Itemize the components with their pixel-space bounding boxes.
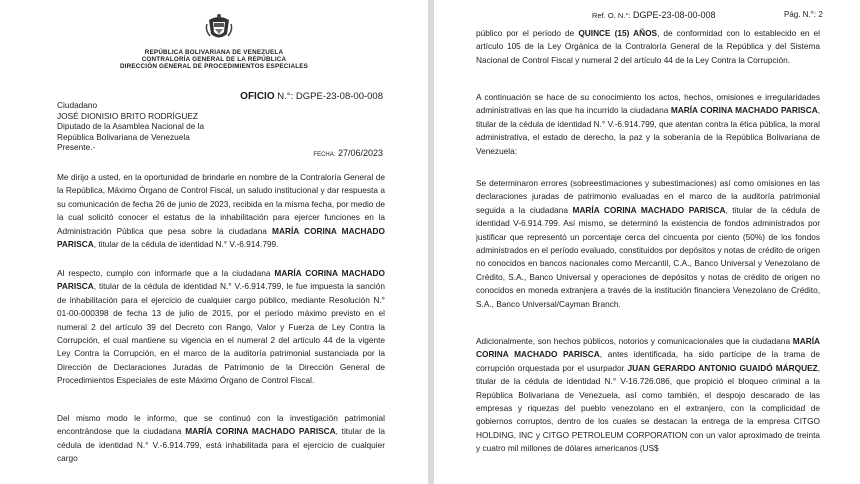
paragraph-6: Se determinaron errores (sobreestimaciones y subestimaciones) así como omisiones en las declaraciones juradas de patrimonio evaluadas en el marco de la auditoría patrimonial seguida a la ciudadana MARÍA CORINA MACHADO PARISCA, titular de la cédula de identidad V-6.914.799. Así mismo, se determinó la existencia de fondos administrados por justificar que representó un porcentaje cerca del cincuenta por ciento (50%) de los fondos administrados en el período evaluado, constituidos por depósitos y notas de crédito de origen no conocidos en bancos nacionales como Mercantil, C.A., Banco Universal y Venezolano de Crédito, S.A., Banco Universal y operaciones de depósitos y notas de crédito de origen no conocidos en moneda extranjera a través de la institución financiera Venezolano de Crédito, S.A., Banco Universal/Cayman Branch.	[476, 178, 821, 309]
paragraph-7: Adicionalmente, son hechos públicos, notorios y comunicacionales que la ciudadana MARÍA CORINA MACHADO PARISCA, antes identificada, ha sido partícipe de la trama de corrupción orquestada por el usurpador JUAN GERARDO ANTONIO GUAIDÓ MÁRQUEZ, titular de la cédula de identidad N.° V-16.726.086, que propició el bloqueo criminal a la República Bolivariana de Venezuela, así como también, el despojo descarado de las empresas y riquezas del pueblo venezolano en el extranjero, con la complicidad de gobiernos corruptos, dentro de los cuales se destacan la entrega de la empresa CITGO HOLDING, INC y CITGO PETROLEUM CORPORATION con un valor aproximado de treinta y cuatro mil millones de dólares americanos (US$	[476, 336, 821, 454]
paragraph-3: Del mismo modo le informo, que se continuó con la investigación patrimonial encontrándose que la ciudadana MARÍA CORINA MACHADO PARISCA, titular de la cédula de identidad N.° V.-6.914.799, está inhabilitada para el ejercicio de cualquier cargo	[57, 413, 385, 464]
oficio-number: OFICIO N.°: DGPE-23-08-00-008	[240, 91, 383, 102]
paragraph-5: A continuación se hace de su conocimiento los actos, hechos, omisiones e irregularidades administrativas en las que ha incurrido la ciudadana MARÍA CORINA MACHADO PARISCA, titular de la cédula de identidad N.° V.-6.914.799, que atentan contra la ética pública, la moral administrativa, el estado de derecho, la paz y la soberanía de la República Bolivariana de Venezuela:	[476, 92, 821, 156]
presente: Presente.-	[57, 142, 96, 153]
recipient-title-2: República Bolivariana de Venezuela	[57, 131, 190, 142]
reference-number: Ref. O. N.°: DGPE-23-08-00-008	[592, 10, 716, 20]
page-number: Pág. N.°: 2	[784, 10, 823, 19]
paragraph-1: Me dirijo a usted, en la oportunidad de brindarle en nombre de la Contraloría General de la República, Máximo Órgano de Control Fiscal, un saludo institucional y dar respuesta a su comunicación de fecha 26 de junio de 2023, recibida en la misma fecha, por medio de la cual solicitó conocer el estatus de la inhabilitación para ejercer funciones en la Administración Pública que pesa sobre la ciudadana MARÍA CORINA MACHADO PARISCA, titular de la cédula de identidad N.° V.-6.914.799.	[57, 172, 385, 250]
header-line-1: REPÚBLICA BOLIVARIANA DE VENEZUELA	[144, 49, 284, 56]
recipient-name: JOSÉ DIONISIO BRITO RODRÍGUEZ	[57, 110, 198, 121]
coat-of-arms-icon	[205, 12, 233, 42]
document-page-1	[0, 0, 428, 484]
recipient-block	[57, 100, 204, 153]
paragraph-4: público por el período de QUINCE (15) AÑOS, de conformidad con lo establecido en el artículo 105 de la Ley Orgánica de la Contraloría General de la República y del Sistema Nacional de Control Fiscal y numeral 2 del artículo 44 de la Ley Contra la Corrupción.	[476, 28, 821, 65]
header-line-3: DIRECCIÓN GENERAL DE PROCEDIMIENTOS ESPECIALES	[119, 63, 309, 70]
date: FECHA: 27/06/2023	[313, 148, 383, 158]
paragraph-2: Al respecto, cumplo con informarle que a la ciudadana MARÍA CORINA MACHADO PARISCA, titular de la cédula de identidad N.° V.-6.914.799, le fue impuesta la sanción de inhabilitación para el ejercicio de cualquier cargo público, mediante Resolución N.° 01-00-000398 de fecha 13 de julio de 2015, por el período máximo previsto en el numeral 2 del artículo 39 del Decreto con Rango, Valor y Fuerza de Ley Contra la Corrupción, el cual mantiene su vigencia en el numeral 2 del artículo 44 de la vigente Ley Contra la Corrupción, en el marco de la auditoría patrimonial sustanciada por la Dirección de Declaraciones Juradas de Patrimonio de la Dirección General de Procedimientos Especiales de este Máximo Órgano de Control Fiscal.	[57, 268, 385, 386]
salutation: Ciudadano	[57, 100, 98, 110]
header-line-2: CONTRALORÍA GENERAL DE LA REPÚBLICA	[141, 56, 287, 63]
recipient-title-1: Diputado de la Asamblea Nacional de la	[57, 121, 205, 132]
